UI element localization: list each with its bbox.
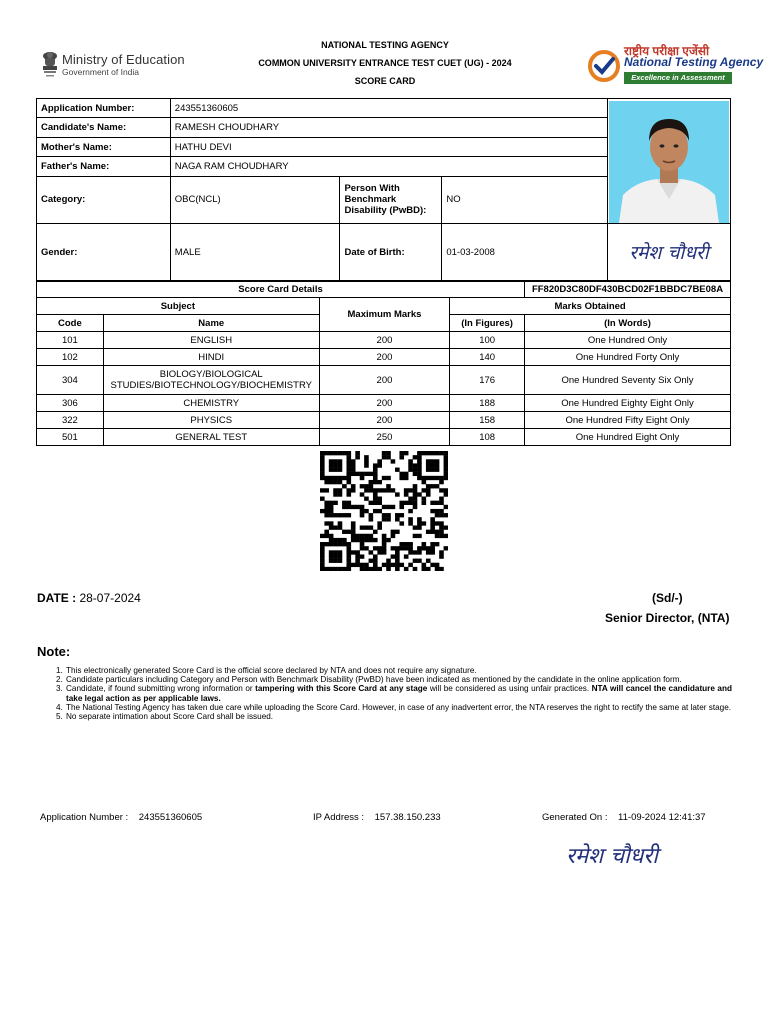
dob-value: 01-03-2008 — [442, 224, 608, 282]
footer-app-label: Application Number : — [40, 812, 129, 823]
footer-application-number — [40, 812, 202, 823]
ministry-of-education-logo — [40, 50, 190, 82]
score-card-details-label: Score Card Details — [37, 281, 525, 298]
marks-obtained-header: Marks Obtained — [450, 298, 731, 315]
gender-value: MALE — [170, 224, 340, 282]
note-item: 5. No separate intimation about Score Card shall be issued. — [56, 712, 274, 722]
subject-name: ENGLISH — [103, 332, 319, 349]
candidate-name-label: Candidate's Name: — [37, 118, 171, 137]
table-row — [37, 332, 731, 349]
mother-name-label: Mother's Name: — [37, 137, 171, 156]
agency-name: NATIONAL TESTING AGENCY — [321, 40, 449, 50]
subject-code: 304 — [37, 366, 104, 395]
code-header: Code — [37, 315, 104, 332]
note-item: 2. Candidate particulars including Category and Person with Benchmark Disability (PwBD) have been indicated as mentioned by the candidate in the online application form. — [56, 675, 682, 685]
footer-generated-on — [542, 812, 706, 823]
qr-code-icon — [320, 451, 448, 571]
name-header: Name — [103, 315, 319, 332]
marks-words: One Hundred Eighty Eight Only — [525, 395, 731, 412]
footer-ip-label: IP Address : — [313, 812, 365, 823]
father-name-value: NAGA RAM CHOUDHARY — [170, 157, 607, 176]
marks-figures: 176 — [450, 366, 525, 395]
subject-code: 322 — [37, 412, 104, 429]
note-text: The National Testing Agency has taken due care while uploading the Score Card. However, in case of any inadvertent error, the NTA reserves the right to rectify the same at later stage. — [66, 702, 732, 712]
table-row — [37, 366, 731, 395]
category-value: OBC(NCL) — [170, 176, 340, 223]
subject-name: PHYSICS — [103, 412, 319, 429]
application-number-label: Application Number: — [37, 99, 171, 118]
ministry-subtitle: Government of India — [62, 67, 140, 77]
marks-words: One Hundred Only — [525, 332, 731, 349]
figures-header: (In Figures) — [450, 315, 525, 332]
signature-cell — [607, 224, 730, 282]
note-text: Candidate, if found submitting wrong information or — [66, 684, 256, 694]
subject-name: CHEMISTRY — [103, 395, 319, 412]
document-title: SCORE CARD — [354, 76, 416, 86]
score-table — [36, 280, 731, 446]
exam-title: COMMON UNIVERSITY ENTRANCE TEST CUET (UG) - 2024 — [258, 58, 512, 68]
max-marks: 200 — [319, 395, 450, 412]
note-text: Candidate particulars including Category and Person with Benchmark Disability (PwBD) have been indicated as mentioned by the candidate in the online application form. — [66, 675, 682, 685]
footer-gen-label: Generated On : — [542, 812, 608, 823]
marks-figures: 140 — [450, 349, 525, 366]
subject-code: 501 — [37, 429, 104, 446]
issue-date — [37, 591, 141, 605]
ministry-title: Ministry of Education — [62, 52, 185, 67]
max-marks: 200 — [319, 349, 450, 366]
signed-mark: (Sd/-) — [652, 591, 683, 605]
subject-name: GENERAL TEST — [103, 429, 319, 446]
note-text: This electronically generated Score Card is the official score declared by NTA and does not require any signature. — [66, 666, 477, 675]
gender-label: Gender: — [37, 224, 171, 282]
bottom-signature: रमेश चौधरी — [566, 844, 659, 869]
note-item: 3. Candidate, if found submitting wrong information or tampering with this Score Card at any stage will be considered as using unfair practices. NTA will cancel the candidature and take legal action as per applicable laws. — [56, 684, 732, 703]
note-item: 1. This electronically generated Score Card is the official score declared by NTA and does not require any signature. — [56, 666, 477, 675]
max-marks: 200 — [319, 366, 450, 395]
notes-title: Note: — [37, 644, 71, 659]
max-marks: 200 — [319, 332, 450, 349]
pwbd-value: NO — [442, 176, 608, 223]
subject-name: BIOLOGY/BIOLOGICAL STUDIES/BIOTECHNOLOGY/BIOCHEMISTRY — [103, 366, 319, 395]
dob-label: Date of Birth: — [340, 224, 442, 282]
score-card-code: FF820D3C80DF430BCD02F1BBDC7BE08A — [525, 281, 731, 298]
note-emphasis: tampering with this Score Card at any stage — [255, 684, 428, 694]
note-text: No separate intimation about Score Card shall be issued. — [66, 712, 274, 722]
table-row — [37, 429, 731, 446]
footer-ip-value: 157.38.150.233 — [374, 812, 441, 823]
max-marks-header: Maximum Marks — [319, 298, 450, 332]
marks-words: One Hundred Eight Only — [525, 429, 731, 446]
notes-list — [56, 666, 732, 721]
candidate-photo — [609, 101, 729, 223]
subject-name: HINDI — [103, 349, 319, 366]
pwbd-label: Person With Benchmark Disability (PwBD): — [340, 176, 442, 223]
max-marks: 250 — [319, 429, 450, 446]
words-header: (In Words) — [525, 315, 731, 332]
father-name-label: Father's Name: — [37, 157, 171, 176]
signatory-designation: Senior Director, (NTA) — [605, 611, 730, 625]
candidate-signature: रमेश चौधरी — [629, 241, 709, 264]
footer-gen-value: 11-09-2024 12:41:37 — [618, 812, 706, 823]
note-item: 4. The National Testing Agency has taken due care while uploading the Score Card. However, in case of any inadvertent error, the NTA reserves the right to rectify the same at later stage. — [56, 702, 732, 712]
photo-cell — [607, 99, 730, 224]
max-marks: 200 — [319, 412, 450, 429]
table-row — [37, 395, 731, 412]
subject-code: 102 — [37, 349, 104, 366]
marks-figures: 100 — [450, 332, 525, 349]
footer-app-value: 243551360605 — [138, 812, 203, 823]
note-emphasis: NTA will cancel the candidature and take legal action as per applicable laws. — [66, 684, 732, 703]
nta-hindi-name: राष्ट्रीय परीक्षा एजेंसी — [624, 44, 710, 58]
note-text: will be considered as using unfair practices. — [427, 684, 592, 694]
category-label: Category: — [37, 176, 171, 223]
candidate-name-value: RAMESH CHOUDHARY — [170, 118, 607, 137]
marks-words: One Hundred Seventy Six Only — [525, 366, 731, 395]
candidate-photo-image — [609, 101, 729, 223]
national-emblem-icon — [40, 50, 60, 80]
nta-tagline: Excellence in Assessment — [624, 72, 732, 84]
nta-check-icon — [588, 50, 620, 82]
table-row — [37, 349, 731, 366]
nta-logo — [586, 42, 764, 86]
table-row — [37, 412, 731, 429]
header — [0, 0, 768, 96]
marks-words: One Hundred Forty Only — [525, 349, 731, 366]
nta-english-name: National Testing Agency — [624, 55, 764, 69]
subject-header: Subject — [37, 298, 320, 315]
subject-code: 101 — [37, 332, 104, 349]
candidate-info-table — [36, 98, 731, 282]
marks-figures: 188 — [450, 395, 525, 412]
footer-ip-address — [313, 812, 441, 823]
mother-name-value: HATHU DEVI — [170, 137, 607, 156]
subject-code: 306 — [37, 395, 104, 412]
marks-figures: 108 — [450, 429, 525, 446]
application-number-value: 243551360605 — [170, 99, 607, 118]
marks-words: One Hundred Fifty Eight Only — [525, 412, 731, 429]
date-label: DATE : — [37, 591, 77, 605]
date-value: 28-07-2024 — [79, 591, 141, 605]
marks-figures: 158 — [450, 412, 525, 429]
